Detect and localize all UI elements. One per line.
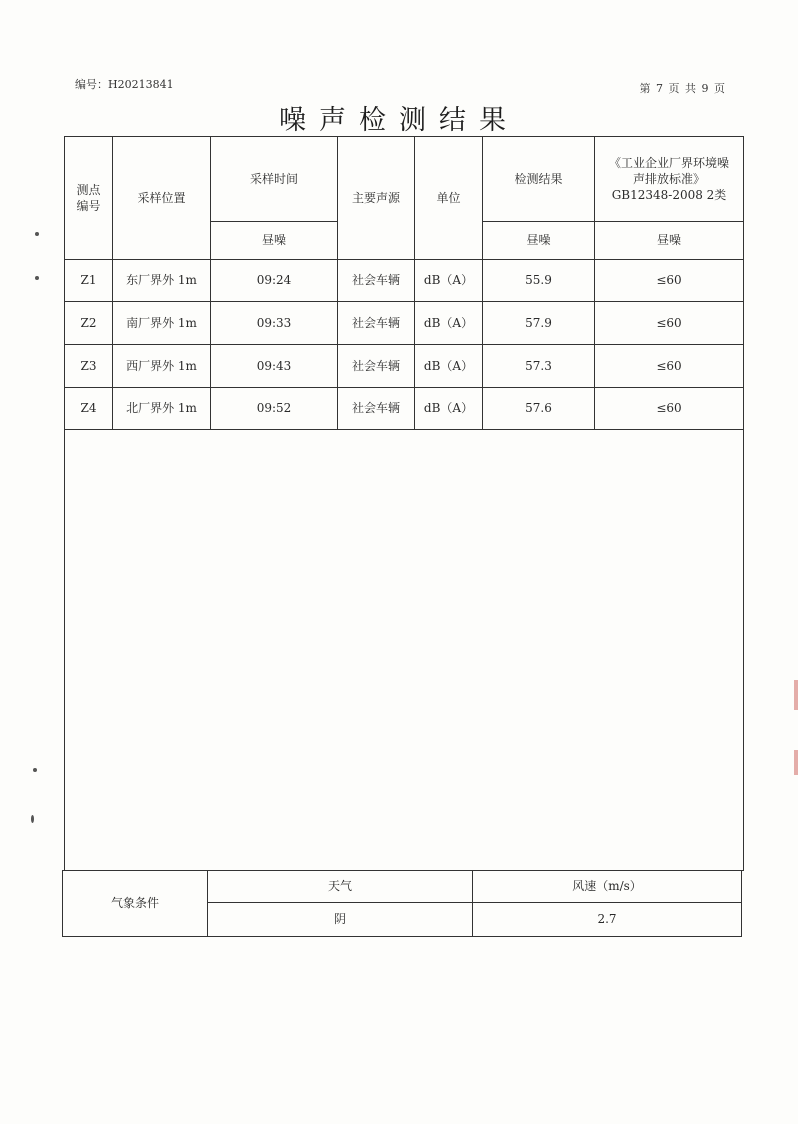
cell-point-no: Z4 bbox=[65, 388, 113, 430]
blank-area bbox=[65, 430, 744, 871]
scan-mark bbox=[31, 815, 34, 823]
header-location: 采样位置 bbox=[113, 137, 211, 260]
cell-time: 09:52 bbox=[211, 388, 338, 430]
table-row bbox=[65, 260, 744, 302]
scan-mark bbox=[33, 768, 37, 772]
cell-limit: ≤60 bbox=[595, 345, 744, 388]
empty-cell bbox=[65, 430, 744, 871]
scan-mark bbox=[35, 232, 39, 236]
noise-results-table bbox=[64, 136, 744, 871]
cell-source: 社会车辆 bbox=[338, 388, 415, 430]
header-standard: 《工业企业厂界环境噪声排放标准》GB12348-2008 2类 bbox=[595, 137, 744, 222]
cell-source: 社会车辆 bbox=[338, 345, 415, 388]
cell-location: 西厂界外 1m bbox=[113, 345, 211, 388]
header-unit: 单位 bbox=[415, 137, 483, 260]
page-indicator: 第 7 页 共 9 页 bbox=[639, 82, 726, 95]
cell-unit: dB（A） bbox=[415, 388, 483, 430]
weather-value: 阴 bbox=[208, 903, 473, 937]
header-result: 检测结果 bbox=[483, 137, 595, 222]
cell-time: 09:33 bbox=[211, 302, 338, 345]
table-row bbox=[65, 388, 744, 430]
subheader-result: 昼噪 bbox=[483, 222, 595, 260]
subheader-standard: 昼噪 bbox=[595, 222, 744, 260]
cell-point-no: Z1 bbox=[65, 260, 113, 302]
weather-label: 气象条件 bbox=[63, 871, 208, 937]
document-number: 编号：H20213841 bbox=[75, 78, 174, 91]
cell-location: 北厂界外 1m bbox=[113, 388, 211, 430]
cell-time: 09:43 bbox=[211, 345, 338, 388]
scan-mark bbox=[35, 276, 39, 280]
cell-result: 57.3 bbox=[483, 345, 595, 388]
cell-result: 55.9 bbox=[483, 260, 595, 302]
cell-limit: ≤60 bbox=[595, 302, 744, 345]
cell-location: 东厂界外 1m bbox=[113, 260, 211, 302]
edge-stain bbox=[794, 680, 798, 710]
cell-source: 社会车辆 bbox=[338, 302, 415, 345]
cell-point-no: Z3 bbox=[65, 345, 113, 388]
cell-result: 57.6 bbox=[483, 388, 595, 430]
cell-time: 09:24 bbox=[211, 260, 338, 302]
cell-point-no: Z2 bbox=[65, 302, 113, 345]
cell-limit: ≤60 bbox=[595, 260, 744, 302]
header-sampling-time: 采样时间 bbox=[211, 137, 338, 222]
subheader-sampling-time: 昼噪 bbox=[211, 222, 338, 260]
table-header-row bbox=[65, 137, 744, 222]
header-main-source: 主要声源 bbox=[338, 137, 415, 260]
cell-unit: dB（A） bbox=[415, 302, 483, 345]
cell-location: 南厂界外 1m bbox=[113, 302, 211, 345]
page-title: 噪声检测结果 bbox=[279, 105, 519, 136]
weather-header: 天气 bbox=[208, 871, 473, 903]
cell-unit: dB（A） bbox=[415, 260, 483, 302]
cell-result: 57.9 bbox=[483, 302, 595, 345]
table-row bbox=[65, 302, 744, 345]
header-point-no: 测点编号 bbox=[65, 137, 113, 260]
cell-source: 社会车辆 bbox=[338, 260, 415, 302]
cell-limit: ≤60 bbox=[595, 388, 744, 430]
table-row bbox=[65, 345, 744, 388]
wind-speed-value: 2.7 bbox=[473, 903, 742, 937]
weather-table bbox=[62, 870, 742, 937]
edge-stain bbox=[794, 750, 798, 775]
weather-header-row bbox=[63, 871, 742, 903]
cell-unit: dB（A） bbox=[415, 345, 483, 388]
wind-speed-header: 风速（m/s） bbox=[473, 871, 742, 903]
